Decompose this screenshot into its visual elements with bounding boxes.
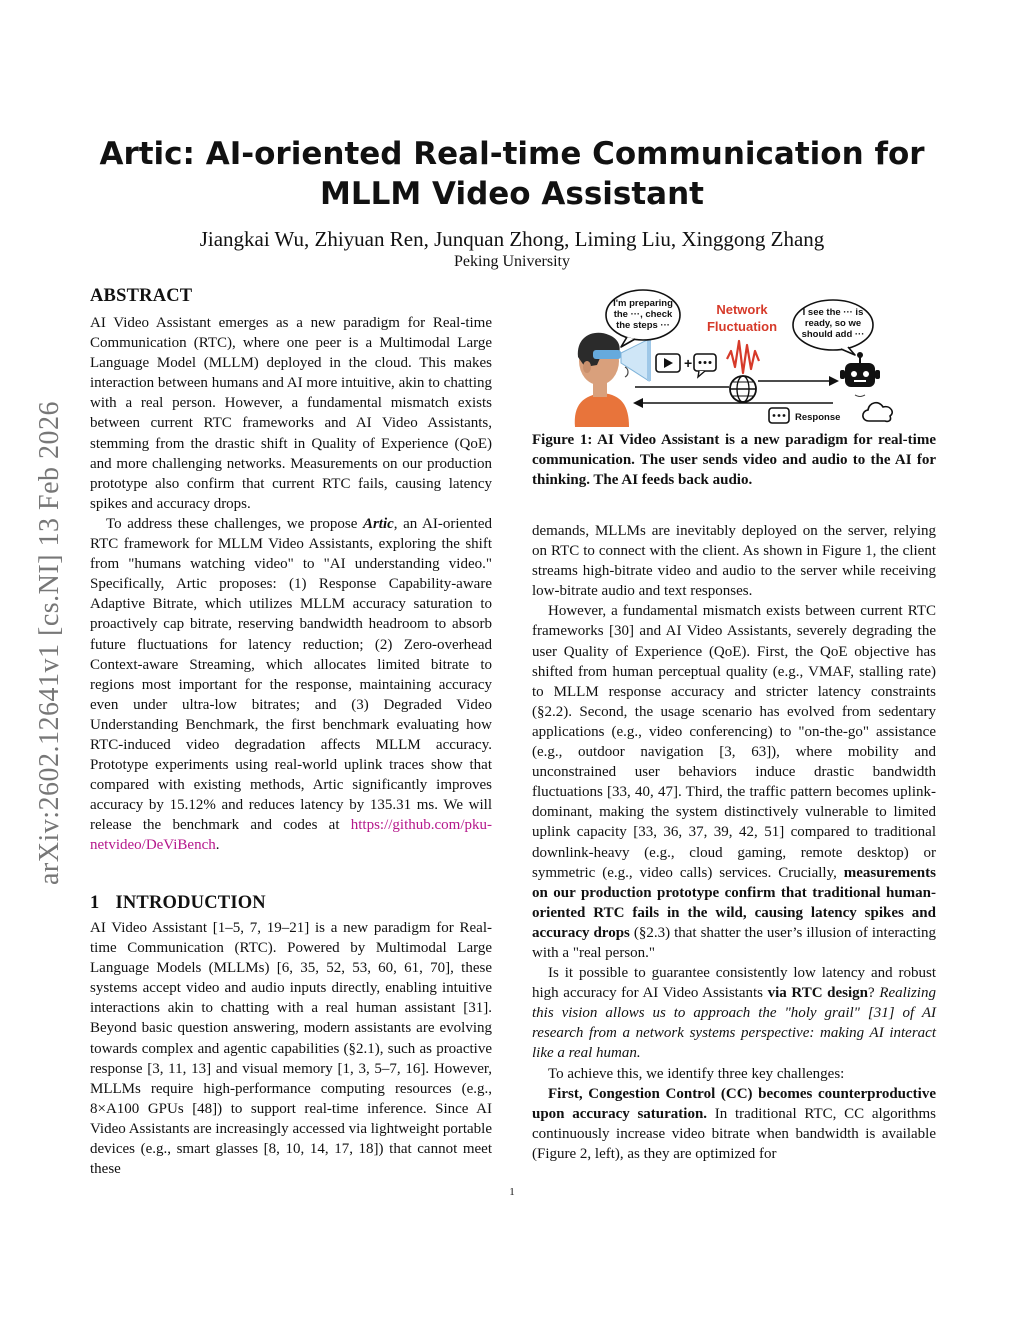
ai-speech-text (793, 307, 873, 340)
benchmark-link[interactable]: https://github.com/pku-netvideo/DeViBench (90, 817, 492, 854)
bubble-line: should add ··· (801, 329, 865, 340)
figure-1 (563, 287, 903, 429)
label-line: Fluctuation (706, 319, 778, 334)
plus-icon: + (684, 355, 693, 371)
response-label: Response (795, 412, 841, 423)
chat-icon (694, 354, 716, 377)
body-text: However, a fundamental mismatch exists between current RTC frameworks [30] and AI Video Assistants, severely degrading the user Quality of Experience (QoE). First, the QoE objective has shifted from human perceptual quality (e.g., VMAF, stalling rate) to MLLM response accuracy and stricter latency constraints (§2.2). Second, the usage scenario has evolved from sedentary applications (e.g., video conferencing) to "on-the-go" assistance (e.g., outdoor navigation [3, 63]), where mobility and unconstrained user behaviors induce drastic bandwidth fluctuations [33, 40, 47]. Third, the traffic pattern becomes uplink-dominant, making the system distinctively vulnerable to limited uplink capacity [33, 36, 37, 39, 42, 51] compared to traditional downlink-heavy (e.g., cloud gaming, remote desktop) or symmetric (e.g., video calls) services. Crucially, (532, 603, 936, 881)
intro-paragraph-1: AI Video Assistant [1–5, 7, 19–21] is a new paradigm for Real-time Communication (RTC). Powered by Multimodal Large Language Models (MLLMs) [6, 35, 52, 53, 60, 61, 70], these systems accept video and audio inputs directly, enabling intuitive interactions akin to chatting with a real human assistant [31]. Beyond basic question answering, modern assistants are evolving towards complex and agentic capabilities (§2.1), such as proactive response [3, 11, 13] and visual memory [1, 3, 5–7, 16]. However, MLLMs require high-performance computing resources (e.g., 8×A100 GPUs [48]) to support real-time inference. Since AI Video Assistants are increasingly accessed via lightweight portable devices (e.g., smart glasses [8, 10, 14, 17, 18]) that cannot meet these (90, 920, 492, 1178)
fluctuation-wave-icon (727, 341, 759, 373)
body-text: ? (868, 985, 880, 1002)
abstract-paragraph-1: AI Video Assistant emerges as a new paradigm for Real-time Communication (RTC), where one peer is a Multimodal Large Language Model (MLLM) deployed in the cloud. This makes interaction between humans and AI more intuitive, akin to chatting with a real person. However, a fundamental mismatch exists between current RTC frameworks and AI Video Assistants, stemming from the drastic shift in Quality of Experience (QoE) and more challenging networks. Measurements on our production prototype also confirm that current RTC fails, causing latency spikes and accuracy drops. (90, 315, 492, 512)
author-list: Jiangkai Wu, Zhiyuan Ren, Junquan Zhong, Liming Liu, Xinggong Zhang (199, 227, 825, 251)
bubble-line: ready, so we (804, 318, 862, 329)
body-bold-text: measurements on our production prototype confirm that traditional human-oriented RTC fails in the wild, causing latency spikes and accuracy drops (532, 864, 936, 941)
introduction-section (90, 892, 492, 1179)
right-column-body (532, 521, 936, 1164)
abstract-text: . (215, 837, 220, 854)
body-bold-text: First, Congestion Control (CC) becomes counterproductive upon accuracy saturation. (532, 1085, 936, 1122)
paper-title: Artic: AI-oriented Real-time Communication for MLLM Video Assistant (99, 136, 925, 212)
abstract-paragraph-2 (90, 514, 492, 856)
section-number: 1 (90, 893, 100, 913)
bubble-line: I see the ··· is (802, 307, 864, 318)
response-chat-icon (769, 408, 789, 423)
bubble-line: the steps ··· (616, 320, 670, 331)
label-line: Network (716, 302, 768, 317)
bubble-line: I'm preparing (613, 298, 673, 309)
body-text: Is it possible to guarantee consistently low latency and robust high accuracy for AI Video Assistants (532, 965, 936, 1002)
body-paragraph (532, 601, 936, 963)
introduction-heading (90, 892, 492, 914)
section-title: INTRODUCTION (115, 893, 266, 913)
smart-glasses-icon (593, 350, 621, 359)
body-paragraph: demands, MLLMs are inevitably deployed on the server, relying on RTC to connect with the client. As shown in Figure 1, the client streams high-bitrate video and audio to the server while receiving low-bitrate audio and text responses. (532, 523, 936, 600)
abstract-section (90, 285, 492, 856)
system-name: Artic (362, 515, 394, 532)
network-fluctuation-label (693, 301, 791, 335)
globe-icon (730, 376, 756, 402)
body-text: In traditional RTC, CC algorithms continuously increase video bitrate when bandwidth is available (Figure 2, left), as they are optimized for (532, 1105, 936, 1162)
body-paragraph (532, 963, 936, 1063)
page-number: 1 (509, 1186, 515, 1198)
video-icon (656, 354, 680, 372)
ai-robot-icon (840, 352, 880, 387)
abstract-heading: ABSTRACT (90, 286, 193, 306)
affiliation: Peking University (454, 253, 570, 270)
abstract-text: , an AI-oriented RTC framework for MLLM Video Assistants, exploring the shift from "humans watching video" to "AI understanding video." Specifically, Artic proposes: (1) Response Capability-aware Adaptive Bitrate, which utilizes MLLM accuracy saturation to proactively cap bitrate, reserving bandwidth headroom to absorb future fluctuations for latency reduction; (2) Zero-overhead Context-aware Streaming, which allocates limited bitrate to regions most important for the response, maintaining accuracy even under ultra-low bitrates; and (3) Degraded Video Understanding Benchmark, the first benchmark evaluating how RTC-induced video degradation affects MLLM accuracy. Prototype experiments using real-world uplink traces show that compared with existing methods, Artic significantly improves accuracy by 15.12% and reduces latency by 135.31 ms. We will release the benchmark and codes at (90, 515, 492, 834)
cloud-icon (863, 403, 892, 422)
body-bold-text: via RTC design (767, 985, 869, 1002)
downlink-arrow (633, 398, 833, 408)
body-paragraph (532, 1084, 936, 1164)
figure-1-caption: Figure 1: AI Video Assistant is a new paradigm for real-time communication. The user sends video and audio to the AI for thinking. The AI feeds back audio. (532, 432, 936, 488)
body-paragraph: To achieve this, we identify three key challenges: (548, 1065, 845, 1082)
abstract-text: To address these challenges, we propose (106, 515, 363, 532)
bubble-line: the ···, check (613, 309, 673, 320)
body-italic-text: Realizing this vision allows us to approach the "holy grail" [31] of AI research from a network systems perspective: making AI interact like a real human. (532, 985, 936, 1062)
user-speech-text (606, 298, 680, 331)
body-text: (§2.3) that shatter the user’s illusion of interacting with a "real person." (532, 924, 936, 961)
arxiv-identifier: arXiv:2602.12641v1 [cs.NI] 13 Feb 2026 (34, 400, 65, 885)
